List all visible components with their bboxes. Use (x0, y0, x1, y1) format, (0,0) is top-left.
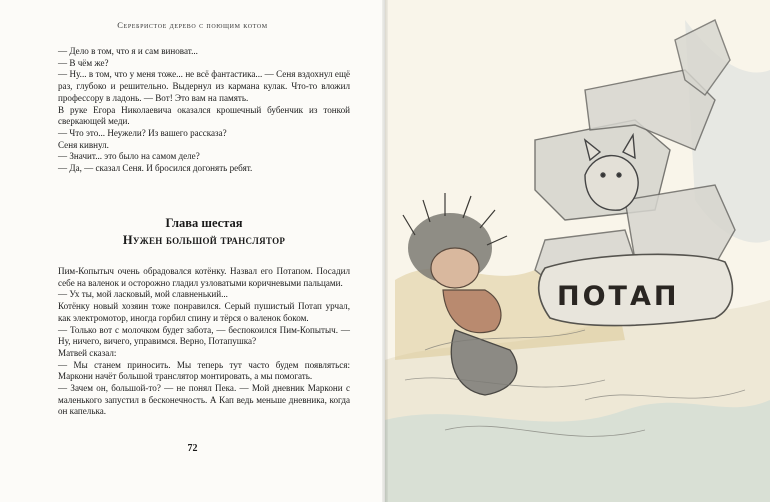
paragraph: — Ух ты, мой ласковый, мой славненький... (58, 289, 228, 300)
paragraph: — Зачем он, большой-то? — не понял Пека. — Мой дневник Маркони с маленького запустил в бесконечность. А Кап ведь меньше дневника, когда он капелька. (58, 383, 350, 417)
paragraph: — Только вот с молочком будет забота, — беспокоился Пим-Копытыч. — Ну, ничего, вичего, управимся. Верно, Потапушка? (58, 324, 350, 347)
paragraph: Котёнку новый хозяин тоже понравился. Серый пушистый Потап урчал, как электромотор, иногда горбил спину и тёрся о валенок боком. (58, 301, 350, 323)
paragraph: Матвей сказал: (58, 347, 117, 358)
running-head: Серебристое дерево с поющим котом (117, 20, 268, 30)
paragraph: — Что это... Неужели? Из вашего рассказа? (58, 127, 227, 138)
paragraph: — Мы станем приносить. Мы теперь тут часто будем появляться: Маркони начёт большой транслятор монтировать, а мы помогать. (58, 359, 350, 382)
paragraph: Пим-Копытыч очень обрадовался котёнку. Назвал его Потапом. Посадил себе на валенок и осторожно гладил узловатыми коричневыми пальцами. (58, 266, 350, 288)
text-block-2 (58, 266, 350, 418)
paragraph: — В чём же? (58, 57, 109, 68)
right-page (385, 0, 770, 502)
paragraph: — Дело в том, что я и сам виноват... (58, 46, 198, 56)
paragraph: — Да, — сказал Сеня. И бросился догонять ребят. (58, 163, 253, 174)
paragraph: — Значит... это было на самом деле? (58, 151, 200, 162)
gutter-shadow (382, 0, 388, 502)
sign-text: ПОТАП (557, 281, 680, 312)
chapter-number: Глава шестая (165, 216, 243, 230)
text-block-1 (58, 46, 350, 175)
chapter-title: Нужен большой транслятор (122, 233, 286, 247)
paragraph: В руке Егора Николаевича оказался крошечный бубенчик из тонкой сверкающей меди. (58, 104, 350, 127)
paragraph: — Ну... в том, что у меня тоже... не всё фантастика... — Сеня вздохнул ещё раз, глубоко и решительно. Выдернул из кармана кулак. Что-то вложил профессору в ладонь. — Вот! Это вам на память. (58, 69, 350, 103)
paragraph: Сеня кивнул. (58, 139, 109, 150)
illustration (385, 0, 770, 502)
page-number: 72 (187, 443, 198, 454)
sign-stone (539, 254, 733, 325)
chapter-heading (58, 215, 350, 249)
